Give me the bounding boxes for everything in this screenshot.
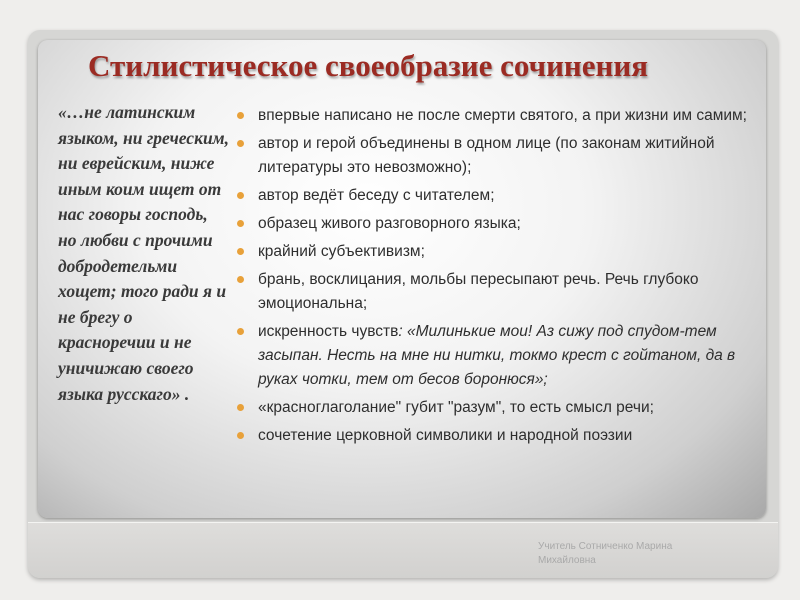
- bullet-text-italic: : «Милинькие мои! Аз сижу под спудом-тем засыпан. Несть на мне ни нитки, токмо крест с гойтаном, да в руках чотки, тем от бесов боронюся»;: [258, 323, 736, 388]
- bullet-text-plain: искренность чувств: [258, 323, 399, 340]
- list-item: [234, 396, 754, 420]
- bullet-icon: [237, 248, 244, 255]
- bullet-icon: [237, 192, 244, 199]
- list-item: [234, 104, 754, 128]
- bullet-text: брань, восклицания, мольбы пересыпают речь. Речь глубоко эмоциональна;: [258, 271, 699, 312]
- list-item: [234, 132, 754, 180]
- list-item: [234, 184, 754, 208]
- list-item: [234, 424, 754, 448]
- list-item: [234, 212, 754, 236]
- bullet-icon: [237, 220, 244, 227]
- slide-title: Стилистическое своеобразие сочинения: [88, 48, 649, 83]
- quote-text: «…не латинским языком, ни греческим, ни еврейским, ниже иным коим ищет от нас говоры господь, но любви с прочими добродетельми хощет; того ради я и не брегу о красноречии и не уничижаю своего языка русскаго» .: [58, 102, 230, 404]
- list-item: [234, 320, 754, 392]
- bullet-icon: [237, 328, 244, 335]
- list-item: [234, 268, 754, 316]
- footer-author: Учитель Сотниченко Марина Михайловна: [538, 541, 673, 566]
- list-item: [234, 240, 754, 264]
- bullet-icon: [237, 276, 244, 283]
- bullet-text: [258, 323, 735, 388]
- bullet-icon: [237, 140, 244, 147]
- bullet-list: [234, 104, 754, 452]
- bullet-icon: [237, 432, 244, 439]
- bullet-text: «красноглаголание" губит "разум", то есть смысл речи;: [258, 399, 654, 416]
- bullet-text: сочетение церковной символики и народной поэзии: [258, 427, 633, 444]
- bullet-icon: [237, 404, 244, 411]
- bullet-text: впервые написано не после смерти святого, а при жизни им самим;: [258, 107, 747, 124]
- bullet-text: автор и герой объединены в одном лице (по законам житийной литературы это невозможно);: [258, 135, 715, 176]
- bullet-text: образец живого разговорного языка;: [258, 215, 521, 232]
- bullet-icon: [237, 112, 244, 119]
- bullet-text: автор ведёт беседу с читателем;: [258, 187, 495, 204]
- bullet-text: крайний субъективизм;: [258, 243, 425, 260]
